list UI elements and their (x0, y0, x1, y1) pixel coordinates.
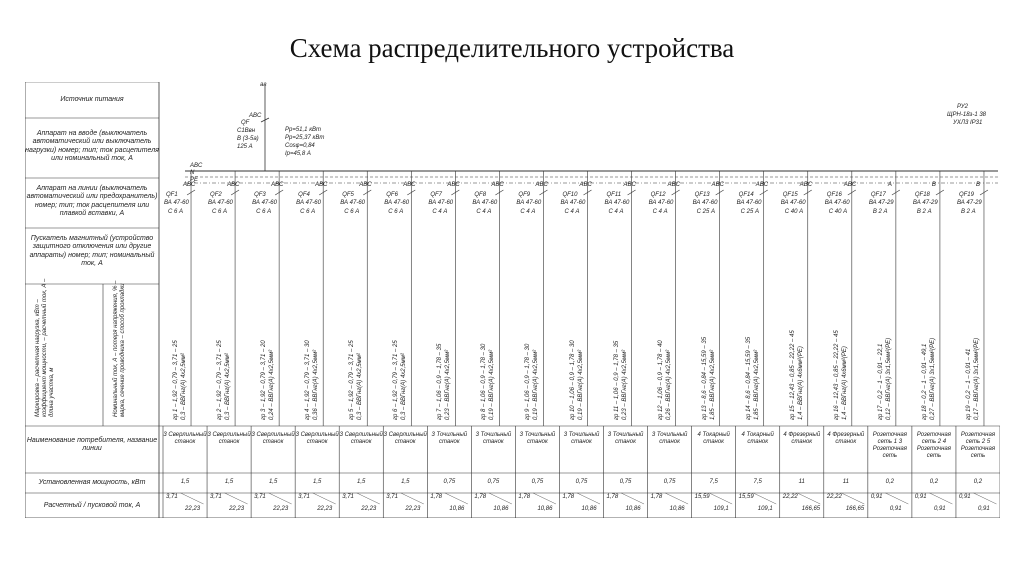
calc-current: 3,71 (166, 494, 178, 500)
current-slash (401, 493, 424, 504)
feeder-breaker-rating: С 4 А (520, 209, 536, 215)
start-current: 22,23 (361, 506, 377, 512)
current-slash (621, 493, 644, 504)
feeder-cable: 0,19 – ВВГнг(А) 4х2,5мм² (489, 349, 496, 420)
calc-current: 1,78 (562, 494, 575, 500)
feeder-breaker-type: ВА 47-60 (340, 200, 366, 206)
calc-current: 0,91 (958, 494, 971, 500)
current-slash (357, 493, 380, 504)
total-qp: Рр=25,37 кВт (285, 135, 325, 141)
panel-ip: УХЛ3 IP31 (953, 120, 983, 126)
feeder-cable: 1,85 – ВВГнг(А) 4х2,5мм² (709, 349, 716, 420)
feeder-breaker-type: ВА 47-29 (956, 200, 982, 206)
calc-current: 22,22 (826, 494, 842, 500)
feeder-qf-label: QF2 (210, 192, 222, 198)
feeder-breaker-rating: В 2 А (872, 209, 888, 215)
installed-power: 11 (798, 479, 805, 485)
feeder-breaker-type: ВА 47-60 (384, 200, 410, 206)
calc-current: 3,71 (386, 494, 398, 500)
current-slash (709, 493, 732, 504)
consumer-name: 3 Точильный станок (431, 432, 468, 445)
feeder-breaker-rating: С 25 А (740, 209, 760, 215)
feeder-breaker-rating: С 6 А (212, 209, 228, 215)
consumer-name: 3 Сверлильный станок (295, 432, 339, 445)
start-current: 10,86 (449, 506, 465, 512)
feeder-phase: ABC (271, 182, 284, 188)
feeder-breaker-rating: С 6 А (168, 209, 184, 215)
start-current: 166,65 (801, 506, 821, 512)
feeder-breaker-rating: В 2 А (916, 209, 932, 215)
feeder-qf-label: QF10 (562, 192, 578, 198)
installed-power: 7,5 (753, 479, 762, 485)
consumer-name: 4 Фрезерный станок (827, 432, 865, 445)
feeder-phase: ABC (447, 182, 460, 188)
installed-power: 0,75 (487, 479, 500, 485)
current-slash (930, 493, 953, 504)
start-current: 10,86 (625, 506, 641, 512)
feeder-line-marking: гр 13 – 8,6 – 0,84 – 15,59 – 35 (701, 336, 708, 420)
feeder-qf-label: QF16 (826, 192, 842, 198)
total-pp: Рр=51,1 кВт (285, 127, 322, 133)
feeder-phase: ABC (843, 182, 857, 188)
feeder-line-marking: гр 7 – 1,06 – 0,9 – 1,78 – 35 (437, 343, 444, 420)
feeder-qf-label: QF15 (782, 192, 798, 198)
feeder-line-marking: гр 2 – 1,92 – 0,79 – 3,71 – 25 (217, 340, 224, 420)
consumer-name: 3 Сверлильный станок (339, 432, 383, 445)
feeder-qf-label: QF4 (298, 192, 310, 198)
feeder-cable: 0,23 – ВВГнг(А) 4х2,5мм² (445, 349, 452, 420)
feeder-breaker-type: ВА 47-60 (736, 200, 762, 206)
feeder-phase: ABC (535, 182, 548, 188)
start-current: 10,86 (537, 506, 553, 512)
input-breaker-current: В (3-5а) (237, 136, 259, 142)
installed-power: 1,5 (401, 479, 410, 485)
start-current: 0,91 (933, 506, 946, 512)
feeder-phase: ABC (183, 182, 196, 188)
installed-power: 0,75 (619, 479, 632, 485)
start-current: 109,1 (757, 506, 773, 512)
current-slash (225, 493, 248, 504)
slide-title: Схема распределительного устройства (289, 33, 735, 63)
input-breaker-type: С1Ввн (237, 128, 256, 134)
installed-power: 0,75 (531, 479, 544, 485)
feeder-line-marking: гр 17 – 0,2 – 1 – 0,91 – 22,1 (877, 343, 884, 420)
consumer-name: 3 Точильный станок (563, 432, 600, 445)
consumer-name: 3 Точильный станок (651, 432, 688, 445)
feeder-phase: ABC (491, 182, 504, 188)
feeder-breaker-rating: С 6 А (256, 209, 272, 215)
current-slash (489, 493, 512, 504)
installed-power: 1,5 (268, 479, 278, 485)
current-slash (181, 493, 204, 504)
calc-current: 22,22 (782, 494, 798, 500)
installed-power: 0,75 (443, 479, 456, 485)
consumer-name: 4 Токарный станок (741, 432, 774, 445)
calc-current: 1,78 (518, 494, 531, 500)
installed-power: 0,2 (885, 479, 895, 485)
feeder-phase: ABC (227, 182, 240, 188)
feeder-qf-label: QF17 (870, 192, 886, 198)
feeder-breaker-type: ВА 47-60 (164, 200, 189, 206)
current-slash (269, 493, 292, 504)
feeder-cable: 0,26 – ВВГнг(А) 4х2,5мм² (665, 349, 672, 420)
start-current: 166,65 (845, 506, 865, 512)
current-slash (665, 493, 688, 504)
feeder-cable: 0,3 – ВВГнг(А) 4х2,5мм² (181, 353, 188, 420)
label-consumer: Наименование потребителя, название линии (26, 437, 158, 453)
feeder-breaker-rating: С 4 А (432, 209, 448, 215)
feeder-line-marking: гр 14 – 8,6 – 0,84 – 15,59 – 35 (745, 336, 752, 420)
feeder-qf-label: QF19 (958, 192, 974, 198)
feeder-phase: ABC (799, 182, 813, 188)
consumer-name: 3 Сверлильный станок (383, 432, 427, 445)
installed-power: 11 (842, 479, 849, 485)
start-current: 22,23 (273, 506, 289, 512)
feeder-line-marking: гр 3 – 1,92 – 0,79 – 3,71 – 20 (261, 340, 268, 420)
feeder-phase: ABC (667, 182, 680, 188)
consumer-name: 3 Точильный станок (519, 432, 556, 445)
start-current: 22,23 (405, 506, 421, 512)
consumer-name: 3 Сверлильный станок (207, 432, 251, 445)
feeder-breaker-type: ВА 47-60 (472, 200, 498, 206)
feeder-cable: 1,4 – ВВГнг(А) 4х6мм²(РЕ) (797, 346, 804, 420)
feeder-breaker-rating: С 6 А (388, 209, 404, 215)
feeder-breaker-type: ВА 47-60 (208, 200, 233, 206)
feeder-breaker-rating: С 4 А (564, 209, 580, 215)
feeder-breaker-rating: В 2 А (960, 209, 976, 215)
current-slash (974, 493, 997, 504)
feeder-cable: 0,3 – ВВГнг(А) 4х2,5мм² (225, 353, 232, 420)
feeder-breaker-rating: С 4 А (608, 209, 624, 215)
feeder-qf-label: QF5 (342, 192, 354, 198)
feeder-line-marking: гр 15 – 12,43 – 0,85 – 22,22 – 45 (789, 330, 796, 420)
feeder-cable: 0,24 – ВВГнг(А) 4х2,5мм² (269, 349, 276, 420)
calc-current: 3,71 (298, 494, 310, 500)
feeder-breaker-rating: С 40 А (828, 209, 848, 215)
start-current: 22,23 (229, 506, 245, 512)
current-slash (533, 493, 556, 504)
calc-current: 1,78 (650, 494, 663, 500)
feeder-breaker-rating: С 40 А (784, 209, 804, 215)
feeder-line-marking: гр 10 – 1,06 – 0,9 – 1,78 – 30 (569, 340, 576, 420)
calc-current: 3,71 (254, 494, 266, 500)
calc-current: 0,91 (914, 494, 927, 500)
feeder-breaker-type: ВА 47-60 (692, 200, 718, 206)
feeder-qf-label: QF11 (606, 192, 622, 198)
feeder-cable: 0,12 – ВВГнг(А) 3х1,5мм²(РЕ) (885, 337, 892, 420)
feeder-breaker-type: ВА 47-60 (428, 200, 454, 206)
feeder-breaker-rating: С 4 А (476, 209, 492, 215)
feeder-qf-label: QF13 (694, 192, 710, 198)
total-cos: Cosφ=0,84 (285, 143, 315, 149)
feeder-qf-label: QF3 (254, 192, 266, 198)
start-current: 0,91 (889, 506, 902, 512)
feeder-line-marking: гр 6 – 1,92 – 0,79 – 3,71 – 25 (393, 340, 400, 420)
consumer-name: 3 Сверлильный станок (163, 432, 207, 445)
feeder-qf-label: QF12 (650, 192, 666, 198)
feeder-breaker-type: ВА 47-60 (296, 200, 321, 206)
installed-power: 1,5 (313, 479, 322, 485)
feeder-line-marking: гр 5 – 1,92 – 0,79 – 3,71 – 25 (349, 340, 356, 420)
source-phases: ABC (249, 113, 262, 119)
feeder-breaker-type: ВА 47-29 (868, 200, 894, 206)
feeder-breaker-rating: С 25 А (696, 209, 715, 215)
start-current: 10,86 (581, 506, 597, 512)
feeder-line-marking: гр 11 – 1,06 – 0,9 – 1,78 – 35 (613, 340, 620, 420)
feeder-cable: 1,4 – ВВГнг(А) 4х6мм²(РЕ) (841, 346, 848, 420)
bus-phases-label: ABC (190, 163, 203, 169)
consumer-name: Розеточная сеть 2 5 Розеточная сеть (960, 432, 996, 459)
bus-pe-label: PE (190, 177, 199, 183)
feeder-breaker-type: ВА 47-60 (604, 200, 630, 206)
feeder-breaker-type: ВА 47-60 (560, 200, 586, 206)
current-slash (577, 493, 600, 504)
label-starter: Пускатель магнитный (устройство защитного отключения или другие аппараты) номер; тип; номинальный ток, А (29, 235, 155, 268)
feeder-phase: ABC (711, 182, 724, 188)
feeder-phase: ABC (315, 182, 328, 188)
calc-current: 15,59 (694, 494, 710, 500)
feeder-phase: A (887, 182, 892, 188)
feeder-line-marking: гр 8 – 1,06 – 0,9 – 1,78 – 30 (481, 343, 488, 420)
feeder-qf-label: QF6 (386, 192, 398, 198)
feeder-qf-label: QF18 (914, 192, 930, 198)
feeder-phase: ABC (359, 182, 372, 188)
label-line-params: Номинальный ток, А – потеря напряжения, % – марка, сечение проводника – способ прокладки (113, 280, 126, 417)
calc-current: 0,91 (870, 494, 883, 500)
feeder-phase: ABC (623, 182, 636, 188)
installed-power: 0,75 (663, 479, 676, 485)
calc-current: 1,78 (430, 494, 442, 500)
start-current: 10,86 (493, 506, 509, 512)
feeder-breaker-type: ВА 47-60 (516, 200, 542, 206)
feeder-line-marking: гр 16 – 12,43 – 0,85 – 22,22 – 45 (833, 330, 840, 420)
input-breaker-label: QF (241, 120, 250, 126)
start-current: 109,1 (713, 506, 729, 512)
feeder-qf-label: QF7 (430, 192, 442, 198)
installed-power: 0,75 (575, 479, 588, 485)
consumer-name: 4 Токарный станок (697, 432, 730, 445)
consumer-name: Розеточная сеть 2 4 Розеточная сеть (916, 432, 951, 459)
calc-current: 1,78 (474, 494, 487, 500)
feeder-phase: B (975, 182, 980, 188)
current-slash (885, 493, 908, 504)
installed-power: 1,5 (224, 479, 234, 485)
consumer-name: Розеточная сеть 1 3 Розеточная сеть (872, 432, 907, 459)
feeder-qf-label: QF9 (518, 192, 531, 198)
feeder-breaker-type: ВА 47-60 (252, 200, 277, 206)
feeder-cable: 0,36 – ВВГнг(А) 4х2,5мм² (313, 349, 320, 420)
feeder-cable: 1,85 – ВВГнг(А) 4х2,5мм² (753, 349, 760, 420)
feeder-cable: 0,19 – ВВГнг(А) 4х2,5мм² (577, 349, 584, 420)
feeder-cable: 0,27 – ВВГнг(А) 3х1,5мм²(РЕ) (929, 337, 936, 420)
feeder-phase: ABC (403, 182, 416, 188)
calc-current: 3,71 (210, 494, 222, 500)
current-slash (753, 493, 776, 504)
feeder-line-marking: гр 19 – 0,2 – 1 – 0,91 – 41 (965, 348, 972, 420)
switchgear-diagram (25, 82, 1000, 518)
feeder-phase: ABC (579, 182, 592, 188)
start-current: 22,23 (185, 506, 201, 512)
calc-current: 3,71 (342, 494, 354, 500)
feeder-cable: 0,23 – ВВГнг(А) 4х2,5мм² (621, 349, 628, 420)
start-current: 0,91 (978, 506, 990, 512)
installed-power: 1,5 (180, 479, 190, 485)
installed-power: 7,5 (709, 479, 718, 485)
consumer-name: 3 Точильный станок (607, 432, 644, 445)
feeder-cable: 0,3 – ВВГнг(А) 4х2,5мм² (357, 353, 364, 420)
label-current: Расчетный / пусковой ток, А (43, 502, 141, 509)
diagram-grid (25, 82, 1000, 518)
installed-power: 1,5 (357, 479, 366, 485)
installed-power: 0,2 (973, 479, 983, 485)
feeder-breaker-type: ВА 47-29 (912, 200, 938, 206)
panel-name: РУ2 (957, 104, 968, 110)
feeder-breaker-rating: С 6 А (300, 209, 316, 215)
feeder-breaker-type: ВА 47-60 (824, 200, 850, 206)
feeder-phase: ABC (755, 182, 769, 188)
feeder-qf-label: QF1 (166, 192, 178, 198)
feeder-line-marking: гр 4 – 1,92 – 0,79 – 3,71 – 30 (305, 340, 312, 420)
start-current: 22,23 (317, 506, 333, 512)
feeder-breaker-rating: С 6 А (344, 209, 360, 215)
current-slash (313, 493, 336, 504)
source-top-label: ав (260, 82, 267, 88)
total-ip: Iр=45,8 А (285, 151, 311, 157)
feeder-breaker-rating: С 4 А (652, 209, 668, 215)
feeder-line-marking: гр 1 – 1,92 – 0,79 – 3,71 – 25 (173, 340, 180, 420)
calc-current: 1,78 (606, 494, 619, 500)
current-slash (841, 493, 864, 504)
feeder-breaker-type: ВА 47-60 (648, 200, 674, 206)
consumer-name: 4 Фрезерный станок (783, 432, 821, 445)
feeder-cable: 0,3 – ВВГнг(А) 4х2,5мм² (401, 353, 408, 420)
label-line-device: Аппарат на линии (выключатель автоматический или предохранитель) номер; тип; ток расцепителя или плавкой вставки, А (26, 185, 158, 218)
bus-n-label: N (190, 170, 195, 176)
label-installed-power: Установленная мощность, кВт (38, 479, 146, 486)
feeder-line-marking: гр 9 – 1,06 – 0,9 – 1,78 – 30 (525, 343, 532, 420)
feeder-phase: B (931, 182, 936, 188)
start-current: 10,86 (669, 506, 685, 512)
label-source: Источник питания (60, 96, 124, 103)
label-input-device: Аппарат на вводе (выключатель автоматический или выключатель нагрузки) номер; тип; ток расцепителя или номинальный ток, А (25, 130, 159, 163)
panel-type: ЩРН-18з-1 38 (947, 112, 987, 118)
feeder-line-marking: гр 18 – 0,2 – 1 – 0,91 – 49,1 (921, 343, 928, 420)
current-slash (445, 493, 468, 504)
installed-power: 0,2 (929, 479, 939, 485)
consumer-name: 3 Точильный станок (475, 432, 512, 445)
feeder-breaker-type: ВА 47-60 (780, 200, 806, 206)
calc-current: 15,59 (738, 494, 754, 500)
input-breaker-rated: 125 А (237, 144, 253, 150)
feeder-qf-label: QF8 (474, 192, 487, 198)
label-marking: Маркировка – расчетная нагрузка, кВт – коэффициент мощности, – расчетный ток, А – длина участка, м (35, 278, 55, 417)
feeder-cable: 0,17 – ВВГнг(А) 3х1,5мм²(РЕ) (973, 337, 980, 420)
consumer-name: 3 Сверлильный станок (251, 432, 295, 445)
feeder-line-marking: гр 12 – 1,06 – 0,9 – 1,78 – 40 (657, 340, 664, 420)
feeder-qf-label: QF14 (738, 192, 754, 198)
current-slash (797, 493, 820, 504)
feeder-cable: 0,19 – ВВГнг(А) 4х2,5мм² (533, 349, 540, 420)
